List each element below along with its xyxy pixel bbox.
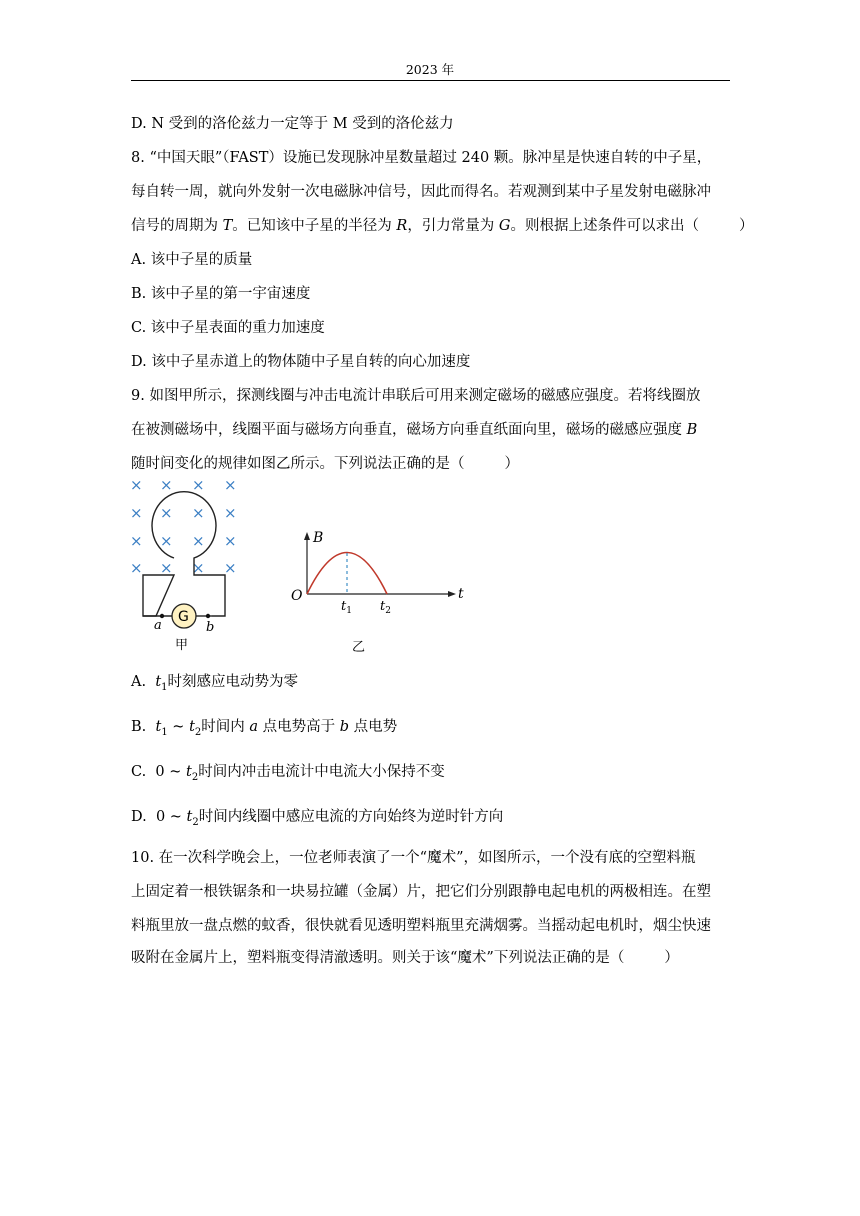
q8-option-c: C. 该中子星表面的重力加速度: [131, 320, 325, 336]
q9-option-d: D. 0 ~ $t_2$时间内线圈中感应电流的方向始终为逆时针方向: [131, 809, 504, 828]
field-cross: ×: [224, 559, 237, 577]
q8-option-d: D. 该中子星赤道上的物体随中子星自转的向心加速度: [131, 354, 471, 370]
terminal-b-label: b: [206, 620, 215, 635]
field-cross: ×: [130, 532, 143, 550]
q10-line-1: 10. 在一次科学晚会上，一位老师表演了一个“魔术”，如图所示，一个没有底的空塑料瓶: [131, 850, 696, 866]
q8-option-b: B. 该中子星的第一宇宙速度: [131, 286, 311, 302]
field-cross: ×: [224, 504, 237, 522]
q8-option-a: A. 该中子星的质量: [131, 252, 253, 268]
field-cross: ×: [160, 532, 173, 550]
field-cross: ×: [192, 504, 205, 522]
field-cross: ×: [224, 532, 237, 550]
detection-coil: [143, 492, 225, 616]
field-cross: ×: [130, 504, 143, 522]
galvanometer-label: G: [178, 609, 189, 625]
field-cross: ×: [160, 559, 173, 577]
t2-label: $t_2$: [380, 599, 391, 616]
field-cross: ×: [160, 504, 173, 522]
q9-option-c: C. 0 ~ $t_2$时间内冲击电流计中电流大小保持不变: [131, 764, 445, 783]
b-axis-arrow: [304, 532, 310, 540]
figure-caption-yi: 乙: [352, 640, 366, 655]
field-cross: ×: [160, 476, 173, 494]
q10-line-4: 吸附在金属片上，塑料瓶变得清澈透明。则关于该“魔术”下列说法正确的是（ ）: [131, 950, 679, 966]
field-cross: ×: [130, 559, 143, 577]
origin-label: O: [291, 588, 303, 604]
q10-line-2: 上固定着一根铁锯条和一块易拉罐（金属）片，把它们分别跟静电起电机的两极相连。在塑: [131, 884, 711, 900]
field-cross: ×: [224, 476, 237, 494]
q8-line-2: 每自转一周，就向外发射一次电磁脉冲信号，因此而得名。若观测到某中子星发射电磁脉冲: [131, 184, 711, 200]
q9-option-a: A. $t_1$时刻感应电动势为零: [131, 674, 299, 693]
q8-line-1: 8. “中国天眼”（FAST）设施已发现脉冲星数量超过 240 颗。脉冲星是快速自转的中子星，: [131, 150, 712, 166]
q9-line-3: 随时间变化的规律如图乙所示。下列说法正确的是（ ）: [131, 456, 519, 472]
q9-figure: [120, 474, 480, 635]
q8-line-3: 信号的周期为 T。已知该中子星的半径为 R，引力常量为 G。则根据上述条件可以求出（ ）: [131, 218, 754, 234]
header-rule: [131, 80, 730, 81]
page-header: 2023 年: [405, 62, 455, 77]
t1-label: $t_1$: [341, 599, 352, 616]
t-axis-label: t: [458, 586, 464, 602]
terminal-b-dot: [206, 614, 210, 618]
q10-line-3: 料瓶里放一盘点燃的蚊香，很快就看见透明塑料瓶里充满烟雾。当摇动起电机时，烟尘快速: [131, 918, 711, 934]
figure-caption-jia: 甲: [175, 638, 189, 653]
field-cross: ×: [192, 532, 205, 550]
terminal-a-label: a: [154, 618, 162, 633]
q9-line-1: 9. 如图甲所示，探测线圈与冲击电流计串联后可用来测定磁场的磁感应强度。若将线圈放: [131, 388, 701, 404]
q9-line-2: 在被测磁场中，线圈平面与磁场方向垂直，磁场方向垂直纸面向里，磁场的磁感应强度 B: [131, 422, 698, 438]
q7-option-d: D. N 受到的洛伦兹力一定等于 M 受到的洛伦兹力: [131, 116, 454, 132]
field-cross: ×: [130, 476, 143, 494]
q9-option-b: B. $t_1$ ~ $t_2$时间内 a 点电势高于 b 点电势: [131, 719, 398, 738]
t-axis-arrow: [448, 591, 456, 597]
field-cross: ×: [192, 559, 205, 577]
b-axis-label: B: [313, 530, 324, 546]
field-cross: ×: [192, 476, 205, 494]
